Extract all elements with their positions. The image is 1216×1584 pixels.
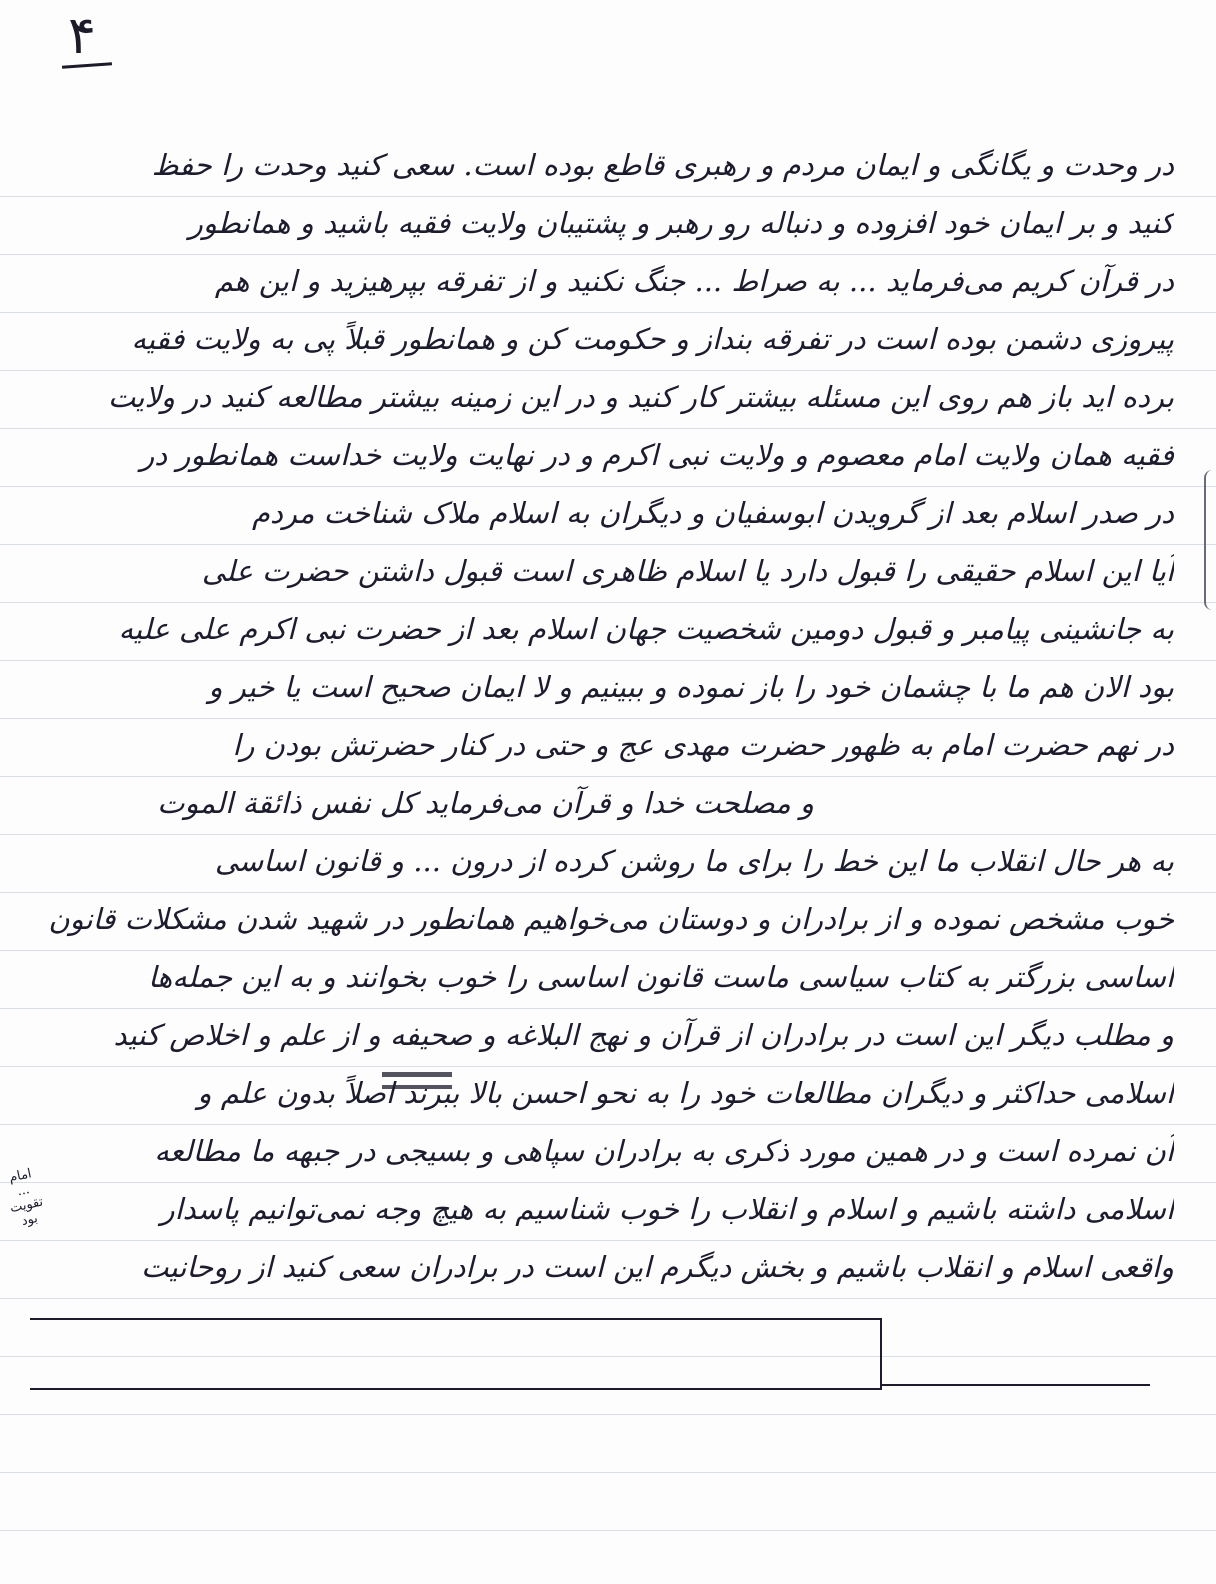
binding-edge [1204,470,1216,610]
text-line: خوب مشخص نموده و از برادران و دوستان می‌خواهیم همانطور در شهید شدن مشکلات قانون [48,902,1174,936]
text-line: به هر حال انقلاب ما این خط را برای ما روشن کرده از درون ... و قانون اساسی [214,844,1174,878]
ruled-line [0,1472,1216,1473]
text-line: و مصلحت خدا و قرآن می‌فرماید کل نفس ذائقة الموت [157,786,814,820]
text-line: در صدر اسلام بعد از گرویدن ابوسفیان و دیگران به اسلام ملاک شناخت مردم [251,496,1174,530]
text-line: و مطلب دیگر این است در برادران از قرآن و نهج البلاغه و صحیفه و از علم و اخلاص کنید [113,1018,1174,1052]
text-line: آن نمرده است و در همین مورد ذکری به برادران سپاهی و بسیجی در جبهه ما مطالعه [154,1134,1174,1168]
text-line: اساسی بزرگتر به کتاب سیاسی ماست قانون اساسی را خوب بخوانند و به این جمله‌ها [148,960,1174,994]
text-line: در قرآن کریم می‌فرماید ... به صراط ... جنگ نکنید و از تفرقه بپرهیزید و این هم [214,264,1174,298]
text-line: واقعی اسلام و انقلاب باشیم و بخش دیگرم این است در برادران سعی کنید از روحانیت [141,1250,1174,1284]
ruled-line [0,1298,1216,1299]
handwritten-text-block [24,136,1174,1296]
text-line: در نهم حضرت امام به ظهور حضرت مهدی عج و حتی در کنار حضرتش بودن را [232,728,1174,762]
text-line: اسلامی حداکثر و دیگران مطالعات خود را به نحو احسن بالا ببرند اصلاً بدون علم و [197,1076,1174,1110]
crossed-out-word [382,1072,452,1089]
ruled-line [0,1530,1216,1531]
text-line: پیروزی دشمن بوده است در تفرقه بنداز و حکومت کن و همانطور قبلاً پی به ولایت فقیه [131,322,1174,356]
text-line: فقیه همان ولایت امام معصوم و ولایت نبی اکرم و در نهایت ولایت خداست همانطور در [140,438,1174,472]
text-line: در وحدت و یگانگی و ایمان مردم و رهبری قاطع بوده است. سعی کنید وحدت را حفظ [151,148,1174,182]
text-line: بود الان هم ما با چشمان خود را باز نموده و ببینیم و لا ایمان صحیح است یا خیر و [208,670,1174,704]
text-line: برده اید باز هم روی این مسئله بیشتر کار کنید و در این زمینه بیشتر مطالعه کنید در ولایت [107,380,1174,414]
text-line: آیا این اسلام حقیقی را قبول دارد یا اسلام ظاهری است قبول داشتن حضرت علی [201,554,1174,588]
boxed-text-underline [880,1384,1150,1386]
text-line: اسلامی داشته باشیم و اسلام و انقلاب را خوب شناسیم به هیچ وجه نمی‌توانیم پاسدار [160,1192,1174,1226]
margin-note: امام ... تقویت بود [7,1166,45,1230]
text-line: به جانشینی پیامبر و قبول دومین شخصیت جهان اسلام بعد از حضرت نبی اکرم علی علیه [118,612,1174,646]
ruled-line [0,1414,1216,1415]
page-number: ۴ [68,6,96,66]
text-line: کنید و بر ایمان خود افزوده و دنباله رو رهبر و پشتیبان ولایت فقیه باشید و همانطور [188,206,1174,240]
boxed-text-outline [30,1318,882,1390]
